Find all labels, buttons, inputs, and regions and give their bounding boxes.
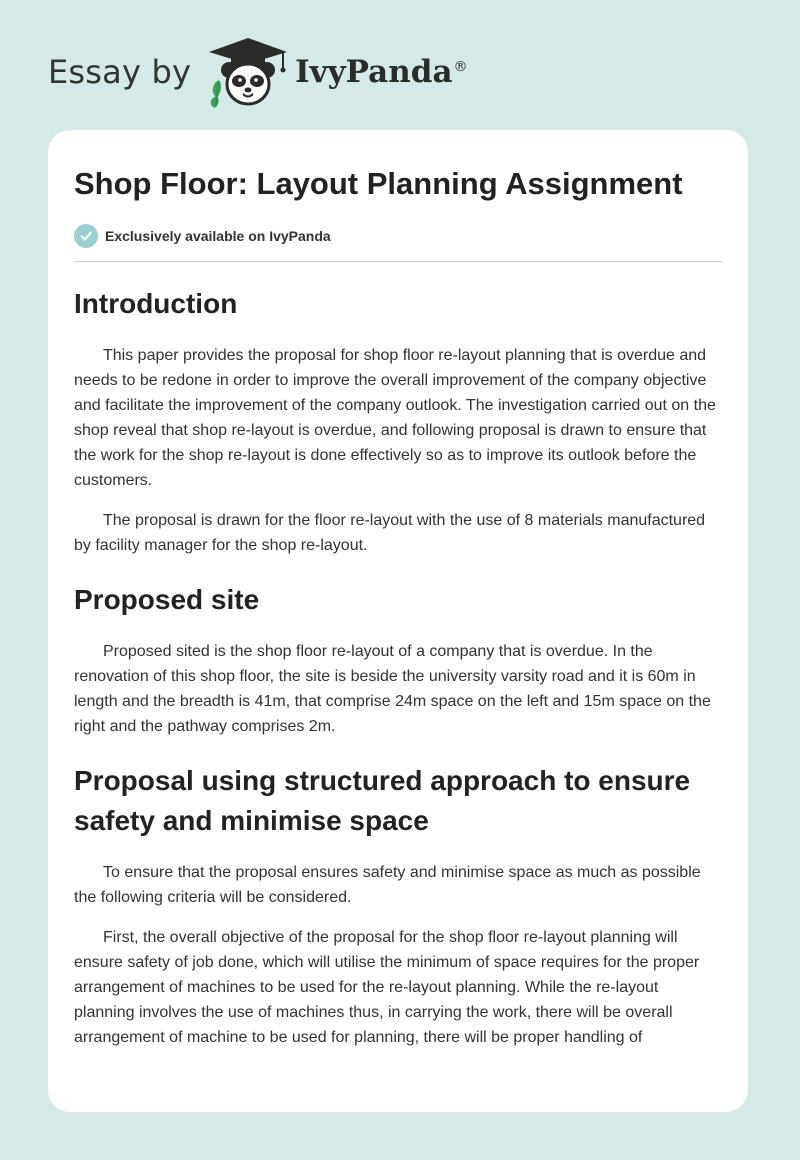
- title-divider: [74, 261, 722, 262]
- section-heading-proposed-site: Proposed site: [74, 584, 260, 615]
- exclusive-badge: [74, 224, 722, 248]
- panda-graduate-icon[interactable]: [203, 36, 293, 108]
- paragraph: The proposal is drawn for the floor re-layout with the use of 8 materials manufactured by facility manager for the shop re-layout.: [74, 512, 706, 554]
- article-card: [48, 130, 748, 1112]
- essay-by-label: Essay by: [48, 53, 192, 91]
- section-heading-introduction: Introduction: [74, 288, 238, 319]
- exclusive-text: Exclusively available on IvyPanda: [105, 228, 331, 244]
- paragraph: This paper provides the proposal for shop floor re-layout planning that is overdue and needs to be redone in order to improve the overall improvement of the company objective and facilitate the improvement of the company outlook. The investigation carried out on the shop reveal that shop re-layout is overdue, and following proposal is drawn to ensure that the work for the shop re-layout is done effectively so as to improve its outlook before the customers.: [74, 347, 716, 489]
- article-title: Shop Floor: Layout Planning Assignment: [74, 166, 683, 201]
- check-circle-icon: [74, 224, 98, 248]
- registered-mark: ®: [453, 58, 468, 75]
- brand-name[interactable]: [295, 54, 467, 90]
- site-header: [48, 36, 468, 108]
- section-heading-proposal: Proposal using structured approach to ensure safety and minimise space: [74, 765, 691, 836]
- brand-text: IvyPanda: [295, 54, 453, 90]
- paragraph: First, the overall objective of the proposal for the shop floor re-layout planning will ensure safety of job done, which will utilise the minimum of space requires for the proper arrangement of machines to be used for the re-layout planning. While the re-layout planning involves the use of machines thus, in carrying the work, there will be overall arrangement of machine to be used for planning, there will be proper handling of: [74, 929, 700, 1046]
- paragraph: Proposed sited is the shop floor re-layout of a company that is overdue. In the renovation of this shop floor, the site is beside the university varsity road and it is 60m in length and the breadth is 41m, that comprise 24m space on the left and 15m space on the right and the pathway comprises 2m.: [74, 643, 711, 735]
- paragraph: To ensure that the proposal ensures safety and minimise space as much as possible the following criteria will be considered.: [74, 864, 701, 906]
